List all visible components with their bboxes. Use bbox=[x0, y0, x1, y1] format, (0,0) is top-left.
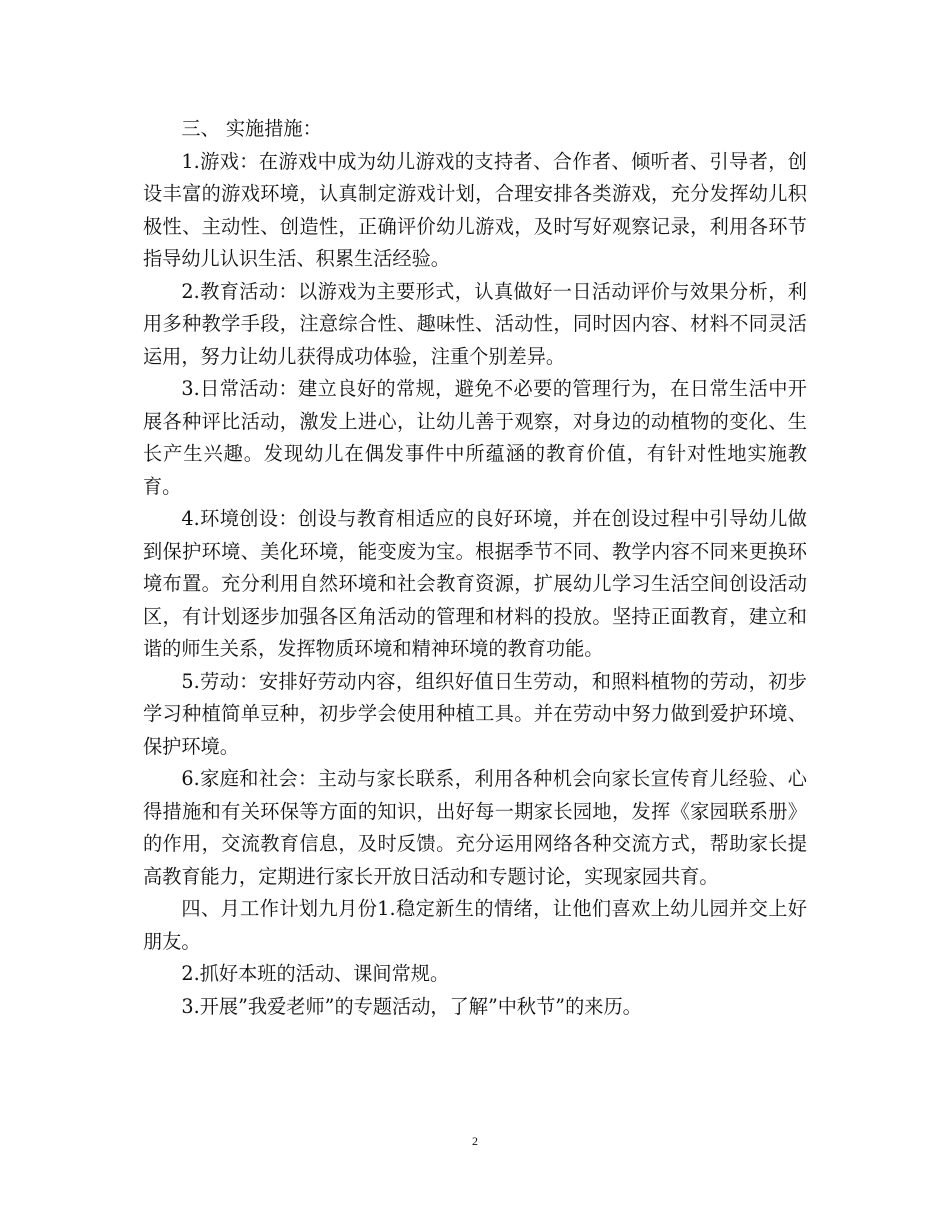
paragraph-environment: 4.环境创设：创设与教育相适应的良好环境，并在创设过程中引导幼儿做到保护环境、美化环境，能变废为宝。根据季节不同、教学内容不同来更换环境布置。充分利用自然环境和社会教育资源，扩展幼儿学习生活空间创设活动区，有计划逐步加强各区角活动的管理和材料的投放。坚持正面教育，建立和谐的师生关系，发挥物质环境和精神环境的教育功能。 bbox=[143, 507, 807, 660]
paragraph-labor: 5.劳动：安排好劳动内容，组织好值日生劳动，和照料植物的劳动，初步学习种植简单豆种，初步学会使用种植工具。并在劳动中努力做到爱护环境、保护环境。 bbox=[143, 669, 807, 758]
document-body bbox=[143, 113, 807, 1023]
section-heading-monthly-plan: 四、月工作计划九月份1.稳定新生的情绪，让他们喜欢上幼儿园并交上好朋友。 bbox=[143, 897, 807, 953]
paragraph-monthly-item-2: 2.抓好本班的活动、课间常规。 bbox=[181, 962, 450, 985]
paragraph-education-activities: 2.教育活动：以游戏为主要形式，认真做好一日活动评价与效果分析，利用多种教学手段，注意综合性、趣味性、活动性，同时因内容、材料不同灵活运用，努力让幼儿获得成功体验，注重个别差异。 bbox=[143, 279, 807, 368]
section-heading-measures: 三、 实施措施： bbox=[181, 117, 322, 140]
paragraph-games: 1.游戏：在游戏中成为幼儿游戏的支持者、合作者、倾听者、引导者，创设丰富的游戏环境，认真制定游戏计划，合理安排各类游戏，充分发挥幼儿积极性、主动性、创造性，正确评价幼儿游戏，及时写好观察记录，利用各环节指导幼儿认识生活、积累生活经验。 bbox=[143, 149, 807, 270]
page-number: 2 bbox=[472, 1134, 478, 1148]
paragraph-family-society: 6.家庭和社会：主动与家长联系，利用各种机会向家长宣传育儿经验、心得措施和有关环保等方面的知识，出好每一期家长园地，发挥《家园联系册》的作用，交流教育信息，及时反馈。充分运用网络各种交流方式，帮助家长提高教育能力，定期进行家长开放日活动和专题讨论，实现家园共育。 bbox=[143, 767, 807, 888]
paragraph-daily-activities: 3.日常活动：建立良好的常规，避免不必要的管理行为，在日常生活中开展各种评比活动，激发上进心，让幼儿善于观察，对身边的动植物的变化、生长产生兴趣。发现幼儿在偶发事件中所蕴涵的教育价值，有针对性地实施教育。 bbox=[143, 377, 807, 498]
paragraph-monthly-item-3: 3.开展”我爱老师”的专题活动，了解”中秋节”的来历。 bbox=[181, 994, 642, 1018]
